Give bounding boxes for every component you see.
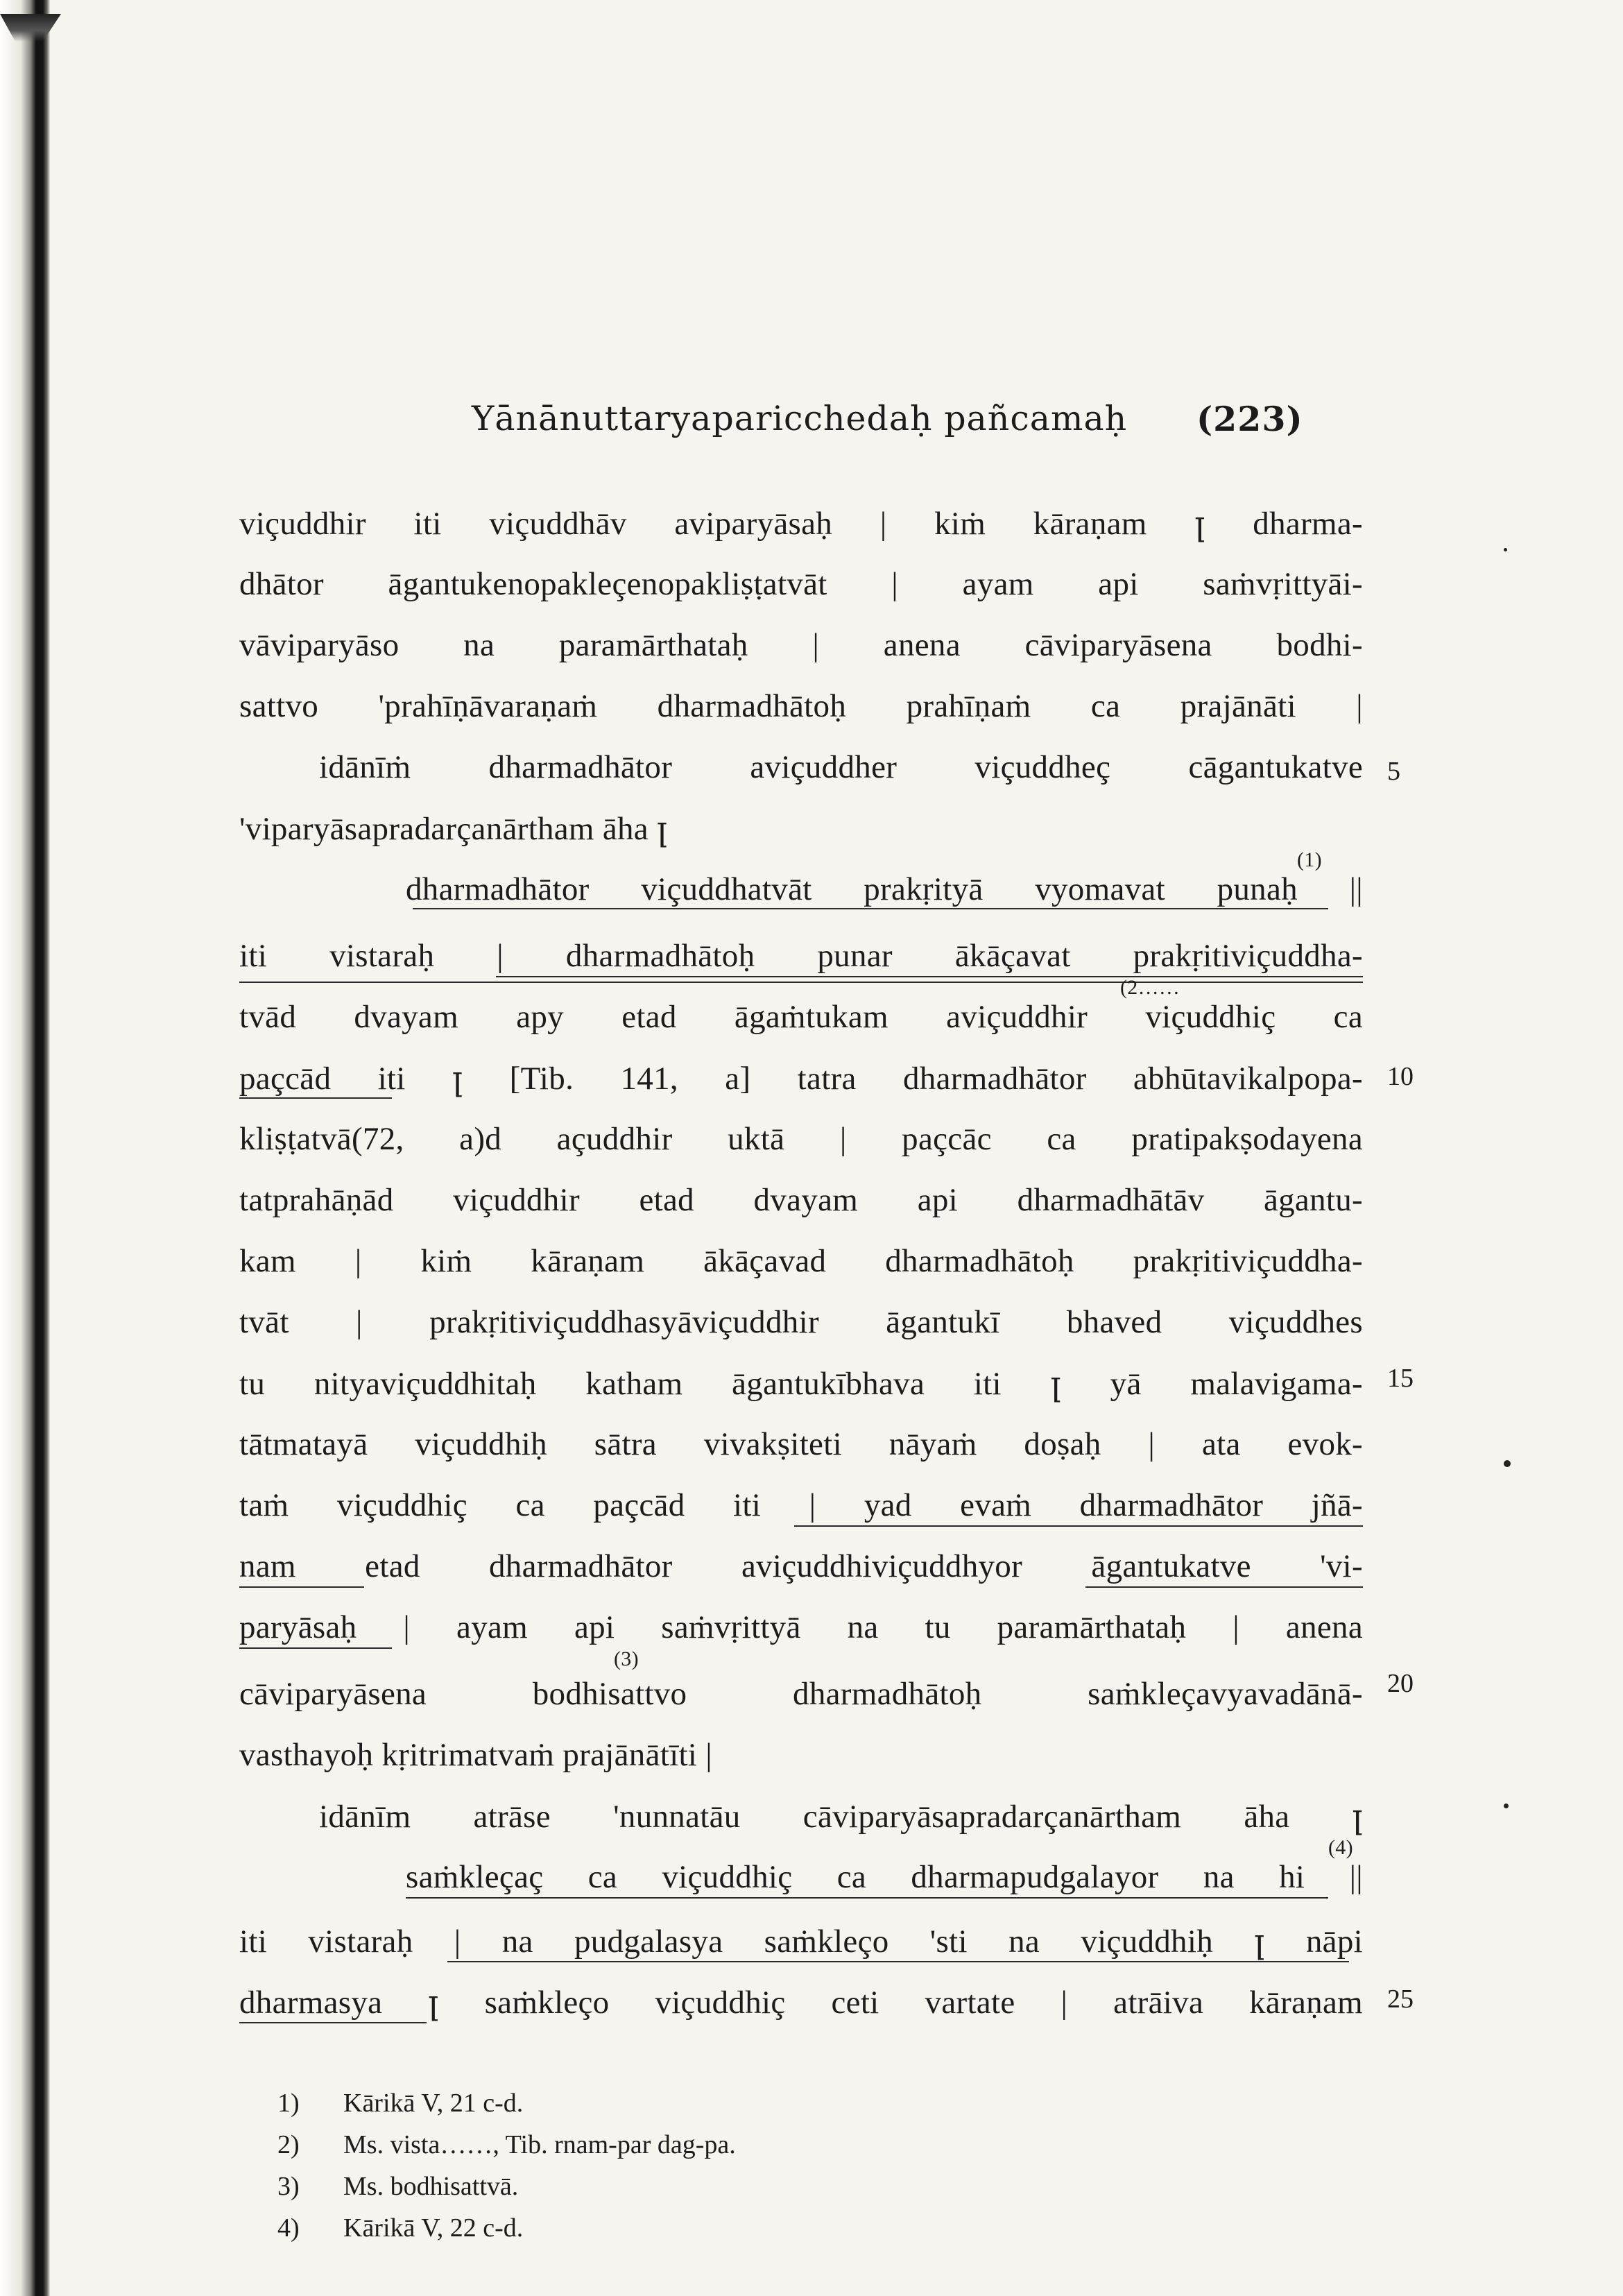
- text-line: iti vistaraḥ | dharmadhātoḥ punar ākāçavat prakṛitiviçuddha-: [239, 938, 1363, 974]
- note-mark: (4): [1328, 1836, 1353, 1859]
- underline: [496, 976, 1363, 977]
- underline: [1085, 1586, 1363, 1588]
- underline: [239, 1586, 364, 1588]
- line-number: 10: [1387, 1062, 1414, 1091]
- underline: [239, 2022, 427, 2023]
- footnote-number: 2): [277, 2130, 300, 2159]
- text-line: paryāsaḥ | ayam api saṁvṛittyā na tu paramārthataḥ | anena: [239, 1609, 1363, 1645]
- text-line: tatprahāṇād viçuddhir etad dvayam api dharmadhātāv āgantu-: [239, 1182, 1363, 1218]
- text-line: kliṣṭatvā(72, a)d açuddhir uktā | paçcāc ca pratipakṣodayena: [239, 1121, 1363, 1157]
- text-line: paçcād iti ꞁ [Tib. 141, a] tatra dharmadhātor abhūtavikalpopa-: [239, 1061, 1363, 1097]
- text-line: viçuddhir iti viçuddhāv aviparyāsaḥ | kiṁ kāraṇam ꞁ dharma-: [239, 506, 1363, 542]
- text-line: idānīṁ dharmadhātor aviçuddher viçuddheç cāgantukatve: [319, 749, 1363, 785]
- text-line: tu nityaviçuddhitaḥ katham āgantukībhava iti ꞁ yā malavigama-: [239, 1366, 1363, 1402]
- underline: [406, 1897, 1328, 1899]
- text-line: vāviparyāso na paramārthataḥ | anena cāviparyāsena bodhi-: [239, 627, 1363, 663]
- ink-dot: [1504, 1804, 1509, 1808]
- underline: [239, 1647, 392, 1649]
- underline: [794, 1525, 1363, 1527]
- text-line: iti vistaraḥ | na pudgalasya saṁkleço 'sti na viçuddhiḥ ꞁ nāpi: [239, 1924, 1363, 1960]
- chapter-title: Yānānuttaryaparicchedaḥ pañcamaḥ: [472, 399, 1128, 438]
- line-number: 20: [1387, 1669, 1414, 1698]
- text-line: dhātor āgantukenopakleçenopakliṣṭatvāt | ayam api saṁvṛittyāi-: [239, 566, 1363, 602]
- footnote-text: Ms. vista……, Tib. rnam-par dag-pa.: [343, 2130, 736, 2159]
- karika-verse: dharmadhātor viçuddhatvāt prakṛityā vyomavat punaḥ ||: [406, 871, 1363, 907]
- text-line: sattvo 'prahīṇāvaraṇaṁ dharmadhātoḥ prahīṇaṁ ca prajānāti |: [239, 688, 1363, 724]
- text-line: dharmasya ꞁ saṁkleço viçuddhiç ceti vartate | atrāiva kāraṇam: [239, 1985, 1363, 2021]
- footnote-number: 3): [277, 2172, 300, 2201]
- line-number: 5: [1387, 757, 1400, 786]
- footnote-number: 4): [277, 2213, 300, 2243]
- karika-verse: saṁkleçaç ca viçuddhiç ca dharmapudgalayor na hi ||: [406, 1859, 1363, 1895]
- text-line: tvād dvayam apy etad āgaṁtukam aviçuddhir viçuddhiç ca: [239, 999, 1363, 1035]
- footnote: [277, 2130, 736, 2160]
- line-number: 25: [1387, 1985, 1414, 2014]
- underline: [239, 1097, 392, 1099]
- text-line: 'viparyāsapradarçanārtham āha ꞁ: [239, 811, 668, 847]
- text-line: idānīm atrāse 'nunnatāu cāviparyāsapradarçanārtham āha ꞁ: [319, 1799, 1363, 1835]
- footnote-text: Kārikā V, 22 c-d.: [343, 2213, 524, 2243]
- text-line: nam etad dharmadhātor aviçuddhiviçuddhyor āgantukatve 'vi-: [239, 1548, 1363, 1584]
- footnote-text: Kārikā V, 21 c-d.: [343, 2089, 524, 2118]
- text-line: taṁ viçuddhiç ca paçcād iti | yad evaṁ dharmadhātor jñā-: [239, 1487, 1363, 1523]
- note-mark: (1): [1297, 848, 1322, 871]
- note-mark: (2……: [1120, 976, 1180, 999]
- running-header: [388, 399, 1373, 447]
- text-line: kam | kiṁ kāraṇam ākāçavad dharmadhātoḥ prakṛitiviçuddha-: [239, 1243, 1363, 1279]
- footnote: [277, 2171, 518, 2202]
- book-spine-shadow: [0, 0, 50, 2296]
- text-line: cāviparyāsena bodhisattvo dharmadhātoḥ saṁkleçavyavadānā-: [239, 1676, 1363, 1712]
- footnote: [277, 2213, 523, 2243]
- footnote-text: Ms. bodhisattvā.: [343, 2172, 519, 2201]
- underline: [413, 908, 1328, 909]
- note-mark: (3): [614, 1647, 639, 1670]
- text-line: vasthayoḥ kṛitrimatvaṁ prajānātīti |: [239, 1737, 712, 1773]
- ink-dot: [1504, 548, 1507, 551]
- line-number: 15: [1387, 1364, 1414, 1393]
- ink-dot: [1504, 1460, 1511, 1467]
- text-line: tvāt | prakṛitiviçuddhasyāviçuddhir āgantukī bhaved viçuddhes: [239, 1304, 1363, 1340]
- underline: [239, 982, 1363, 983]
- page-number: (223): [1196, 399, 1303, 439]
- footnote: [277, 2088, 523, 2118]
- text-line: tātmatayā viçuddhiḥ sātra vivakṣiteti nāyaṁ doṣaḥ | ata evok-: [239, 1426, 1363, 1462]
- underline: [447, 1961, 1349, 1962]
- footnote-number: 1): [277, 2089, 300, 2118]
